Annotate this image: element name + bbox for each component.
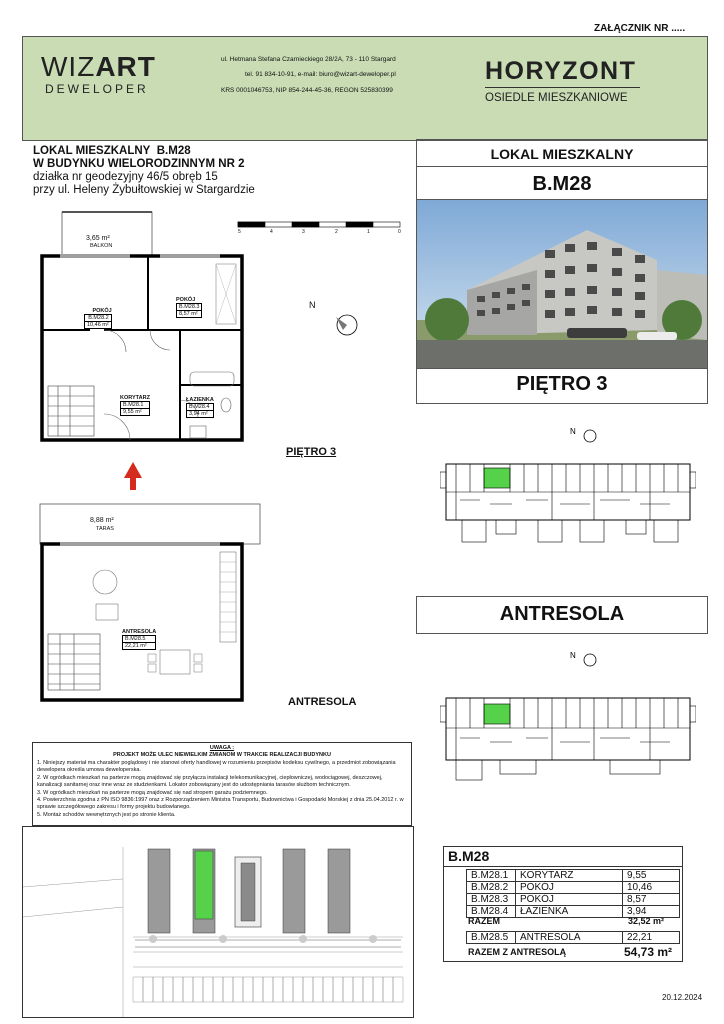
developer-registry: KRS 0001046753, NIP 854-244-45-36, REGON 525830399 (221, 87, 393, 94)
unit-heading-label: LOKAL MIESZKALNY (490, 146, 634, 162)
summary-title-rule (444, 866, 682, 867)
summary-title: B.M28 (448, 848, 490, 864)
mezz-section-title: ANTRESOLA (499, 603, 625, 625)
room-code: B.M28.1 (120, 401, 150, 409)
room-code: B.M28.2 (84, 314, 112, 322)
room-area: 9,55 m² (120, 409, 150, 416)
room-label-antresola (122, 629, 156, 650)
notes-subtitle: PROJEKT MOŻE ULEC NIEWIELKIM ZMIANOM W TRAKCIE REALIZACJI BUDYNKU (113, 752, 331, 759)
room-name: POKÓJ (92, 308, 112, 314)
row-name: ŁAZIENKA (516, 906, 623, 918)
scale-tick-3: 3 (302, 229, 305, 235)
north-arrow-icon-2 (570, 651, 596, 666)
keyplan-mezzanine (440, 646, 696, 786)
room-area: 3,94 m² (186, 411, 214, 418)
unit-title-code: B.M28 (156, 145, 191, 157)
room-code: B.M28.4 (186, 403, 214, 411)
notes-box (32, 742, 412, 826)
terrace-label: TARAS (96, 526, 114, 532)
summary-total-label: RAZEM (468, 916, 500, 926)
room-name: POKÓJ (176, 297, 196, 303)
row-name: ANTRESOLA (516, 932, 623, 944)
north-label: N (309, 300, 316, 310)
room-area: 8,57 m² (176, 311, 202, 318)
notes-item-1: 1. Niniejszy materiał ma charakter poglądowy i nie stanowi oferty handlowej w rozumieniu przepisów kodeksu cywilnego, a przedmiot zobowiązania dewelopera określa umowa deweloperska. (37, 759, 396, 774)
table-row (467, 894, 680, 906)
row-name: POKÓJ (516, 882, 623, 894)
svg-text:N: N (570, 651, 576, 660)
mezz-plan-label: ANTRESOLA (288, 696, 357, 708)
scale-tick-5: 5 (238, 229, 241, 235)
row-name: POKÓJ (516, 894, 623, 906)
row-code: B.M28.3 (467, 894, 516, 906)
notes-item-3: 3. W ogródkach mieszkań na parterze mogą znajdować się nad stropem garażu podziemnego. (37, 789, 268, 796)
scale-tick-0: 0 (398, 229, 401, 235)
row-area: 22,21 (623, 932, 680, 944)
summary-mezz-table (466, 931, 680, 944)
row-area: 10,46 (623, 882, 680, 894)
notes-item-2: 2. W ogródkach mieszkań na parterze mogą znajdować się przyłącza instalacji telekomunikacyjnej, ciepłowniczej, wodociągowej, deszczowej, kanalizacji sanitarnej oraz inne wraz ze studzienkami. Lokator zobowiązany jest do udostępniania tarasów służbom technicznym. (37, 774, 383, 789)
area-summary (443, 846, 683, 962)
header-banner (22, 36, 708, 141)
room-code: B.M28.5 (122, 635, 156, 643)
north-arrow-icon (570, 427, 596, 442)
row-name: KORYTARZ (516, 870, 623, 882)
room-name: ŁAZIENKA (186, 397, 214, 403)
entry-arrow-icon (124, 462, 142, 490)
project-name-underline (485, 87, 640, 88)
room-name: KORYTARZ (120, 395, 150, 401)
notes-item-5: 5. Montaż schodów wewnętrznych jest po stronie klienta. (37, 811, 176, 818)
annex-label: ZAŁĄCZNIK NR ..... (594, 23, 686, 34)
room-code: B.M28.3 (176, 303, 202, 311)
room-label-pokoj-2 (84, 308, 112, 329)
balcony-label: BALKON (90, 243, 113, 249)
row-area: 9,55 (623, 870, 680, 882)
mezz-section-box (416, 596, 708, 634)
scale-tick-2: 2 (335, 229, 338, 235)
terrace-area: 8,88 m² (90, 517, 114, 524)
unit-title (33, 145, 191, 157)
room-label-lazienka (186, 397, 214, 418)
unit-heading-divider (417, 166, 707, 167)
footer-date: 20.12.2024 (662, 993, 703, 1002)
notes-title: UWAGA : (209, 745, 235, 751)
room-area: 22,21 m² (122, 643, 156, 650)
row-area: 8,57 (623, 894, 680, 906)
unit-plot: działka nr geodezyjny 46/5 obręb 15 (33, 171, 218, 183)
scale-tick-1: 1 (367, 229, 370, 235)
unit-heading-code: B.M28 (532, 173, 592, 195)
summary-total-value: 32,52 m² (628, 916, 665, 926)
unit-street: przy ul. Heleny Żybułtowskiej w Stargardzie (33, 184, 255, 196)
row-area: 3,94 (623, 906, 680, 918)
row-code: B.M28.4 (467, 906, 516, 918)
balcony-area: 3,65 m² (86, 235, 110, 242)
unit-title-text: LOKAL MIESZKALNY (33, 145, 151, 157)
summary-rooms-table (466, 869, 680, 918)
row-code: B.M28.1 (467, 870, 516, 882)
developer-contact: tel. 91 834-10-91, e-mail: biuro@wizart-deweloper.pl (245, 71, 396, 78)
table-row (467, 870, 680, 882)
floor-section-box (416, 367, 708, 404)
floor-section-title: PIĘTRO 3 (516, 373, 608, 395)
table-row (467, 882, 680, 894)
room-label-korytarz (120, 395, 150, 416)
summary-grand-label: RAZEM Z ANTRESOLĄ (468, 947, 567, 957)
keyplan-floor3 (440, 420, 696, 550)
unit-building: W BUDYNKU WIELORODZINNYM NR 2 (33, 158, 245, 170)
scale-ticks (238, 229, 404, 237)
floor-plan-mezzanine (20, 500, 415, 710)
scale-tick-4: 4 (270, 229, 273, 235)
north-arrow-plan-icon (336, 315, 358, 335)
developer-address: ul. Hetmana Stefana Czarnieckiego 28/2A, 73 - 110 Stargard (221, 56, 396, 63)
floor-plan-label: PIĘTRO 3 (286, 446, 337, 458)
developer-logo-sub: DEWELOPER (45, 82, 149, 96)
room-area: 10,46 m² (84, 322, 112, 329)
unit-heading-box (416, 139, 708, 201)
row-code: B.M28.5 (467, 932, 516, 944)
notes-item-4: 4. Powierzchnia zgodna z PN ISO 9836:1997 oraz z Rozporządzeniem Ministra Transportu, Budownictwa i Gospodarki Morskiej z dnia 25.04.2012 r. w sprawie szczegółowego zakresu i formy projektu budowlanego. (37, 796, 404, 811)
row-code: B.M28.2 (467, 882, 516, 894)
developer-logo (41, 51, 156, 83)
logo-art: ART (95, 51, 156, 82)
summary-grand-value: 54,73 m² (624, 945, 673, 959)
room-label-pokoj-3 (176, 297, 202, 318)
floor-plan-level3 (20, 200, 415, 490)
building-rendering (416, 199, 708, 369)
table-row (467, 932, 680, 944)
svg-text:N: N (570, 427, 576, 436)
project-name: HORYZONT (485, 57, 637, 85)
site-plan (22, 826, 414, 1018)
room-name: ANTRESOLA (122, 629, 157, 635)
logo-wiz: WIZ (41, 51, 96, 82)
project-subtitle: OSIEDLE MIESZKANIOWE (485, 92, 628, 104)
scale-bar (238, 222, 400, 227)
